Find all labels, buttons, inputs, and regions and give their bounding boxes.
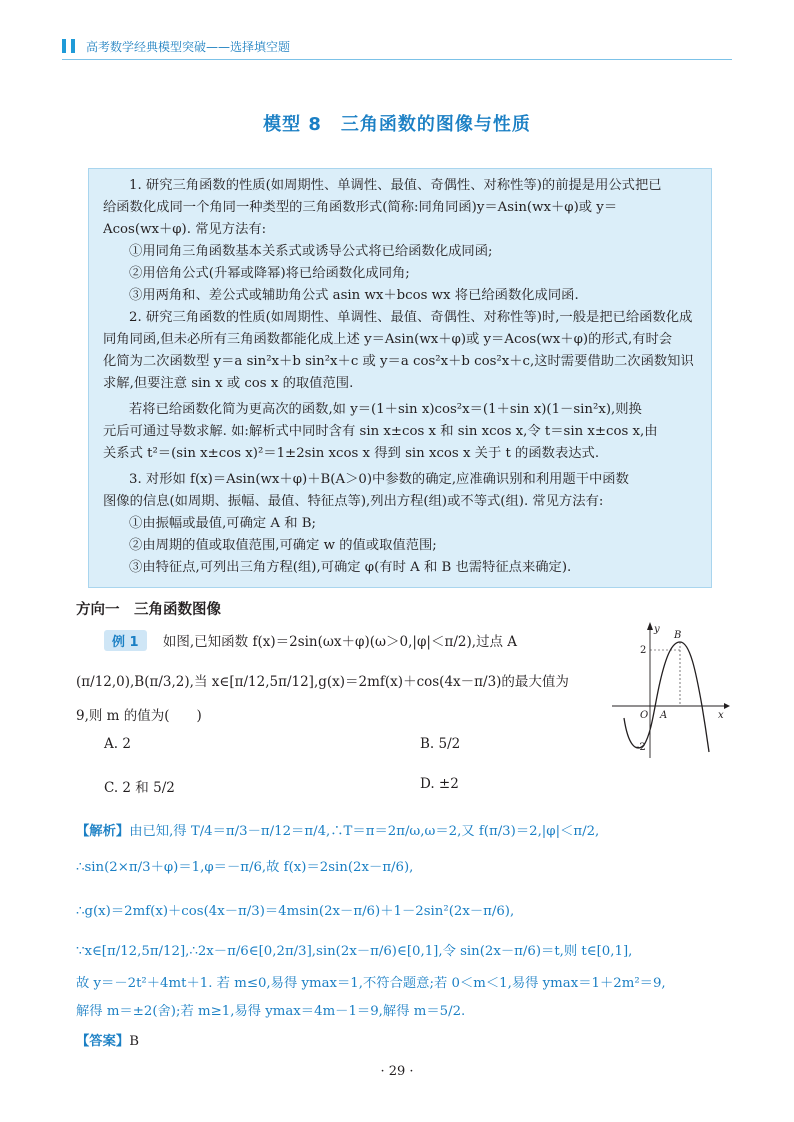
answer-value: B xyxy=(129,1034,139,1049)
solution-label: 【解析】 xyxy=(76,824,130,839)
summary-line: 关系式 t²＝(sin x±cos x)²＝1±2sin xcos x 得到 sin xcos x 关于 t 的函数表达式. xyxy=(103,446,600,461)
point-a-label: A xyxy=(660,710,668,721)
tick-label-top: 2 xyxy=(640,645,647,656)
summary-line: 2. 研究三角函数的性质(如周期性、单调性、最值、奇偶性、对称性等)时,一般是把已给函数化成 xyxy=(129,310,693,325)
summary-line: 同角同函,但未必所有三角函数都能化成上述 y＝Asin(wx＋φ)或 y＝Acos(wx＋φ)的形式,有时会 xyxy=(103,332,673,347)
summary-line: ②由周期的值或取值范围,可确定 w 的值或取值范围; xyxy=(129,538,437,553)
section-title: 方向一 三角函数图像 xyxy=(76,602,221,618)
summary-line: ③由特征点,可列出三角方程(组),可确定 φ(有时 A 和 B 也需特征点来确定). xyxy=(129,560,572,575)
x-axis-label: x xyxy=(718,710,724,721)
solution-line-6: 解得 m＝±2(舍);若 m≥1,易得 ymax＝4m－1＝9,解得 m＝5/2. xyxy=(76,1004,466,1019)
summary-line: 图像的信息(如周期、振幅、最值、特征点等),列出方程(组)或不等式(组). 常见方法有: xyxy=(103,494,604,509)
solution-line-5: 故 y＝－2t²＋4mt＋1. 若 m≤0,易得 ymax＝1,不符合题意;若 0＜m＜1,易得 ymax＝1＋2m²＝9, xyxy=(76,976,666,991)
point-b-label: B xyxy=(674,630,682,641)
example-line-3: 9,则 m 的值为( ) xyxy=(76,708,202,724)
summary-line: ①由振幅或最值,可确定 A 和 B; xyxy=(129,516,317,531)
summary-line: 1. 研究三角函数的性质(如周期性、单调性、最值、奇偶性、对称性等)的前提是用公式把已 xyxy=(129,178,662,193)
function-graph xyxy=(612,620,732,760)
option-d[interactable]: D. ±2 xyxy=(420,776,459,792)
option-b[interactable]: B. 5/2 xyxy=(420,736,461,752)
tick-label-bottom: -2 xyxy=(636,742,646,753)
header-bar-icon xyxy=(71,39,75,53)
sine-curve xyxy=(624,642,709,752)
header-title: 高考数学经典模型突破——选择填空题 xyxy=(86,39,291,54)
example-badge: 例 1 xyxy=(104,630,147,651)
summary-line: 化简为二次函数型 y＝a sin²x＋b sin²x＋c 或 y＝a cos²x＋b cos²x＋c,这时需要借助二次函数知识 xyxy=(103,354,694,369)
example-line-1 xyxy=(104,630,517,651)
summary-line: 若将已给函数化简为更高次的函数,如 y＝(1＋sin x)cos²x＝(1＋sin x)(1－sin²x),则换 xyxy=(129,402,642,417)
y-axis-arrow-icon xyxy=(647,622,653,630)
header-divider xyxy=(62,59,732,60)
x-axis-arrow-icon xyxy=(724,703,730,709)
summary-line: 给函数化成同一个角同一种类型的三角函数形式(简称:同角同函)y＝Asin(wx＋φ)或 y＝ xyxy=(103,200,618,215)
option-c[interactable]: C. 2 和 5/2 xyxy=(104,780,175,796)
summary-box xyxy=(88,168,712,588)
page-title: 模型 8 三角函数的图像与性质 xyxy=(263,114,531,135)
solution-line-1 xyxy=(76,820,599,839)
summary-line: ①用同角三角函数基本关系式或诱导公式将已给函数化成同函; xyxy=(129,244,493,259)
origin-label: O xyxy=(640,710,649,721)
solution-line-2: ∴sin(2×π/3＋φ)＝1,φ＝－π/6,故 f(x)＝2sin(2x－π/6), xyxy=(76,860,414,875)
header-bar-icon xyxy=(62,39,66,53)
y-axis-label: y xyxy=(654,624,660,635)
summary-line: 元后可通过导数求解. 如:解析式中同时含有 sin x±cos x 和 sin xcos x,令 t＝sin x±cos x,由 xyxy=(103,424,658,439)
example-line-2: (π/12,0),B(π/3,2),当 x∈[π/12,5π/12],g(x)＝2mf(x)＋cos(4x－π/3)的最大值为 xyxy=(76,674,569,690)
answer-line xyxy=(76,1030,139,1049)
solution-line-3: ∴g(x)＝2mf(x)＋cos(4x－π/3)＝4msin(2x－π/6)＋1－2sin²(2x－π/6), xyxy=(76,904,515,919)
summary-line: 3. 对形如 f(x)＝Asin(wx＋φ)＋B(A＞0)中参数的确定,应准确识别和利用题干中函数 xyxy=(129,472,629,487)
summary-line: 求解,但要注意 sin x 或 cos x 的取值范围. xyxy=(103,376,354,391)
page-number: · 29 · xyxy=(380,1064,414,1079)
summary-line: Acos(wx＋φ). 常见方法有: xyxy=(103,222,267,237)
option-a[interactable]: A. 2 xyxy=(104,736,131,752)
summary-line: ②用倍角公式(升幂或降幂)将已给函数化成同角; xyxy=(129,266,410,281)
solution-text: 由已知,得 T/4＝π/3－π/12＝π/4,∴T＝π＝2π/ω,ω＝2,又 f(π/3)＝2,|φ|＜π/2, xyxy=(129,824,600,839)
answer-label: 【答案】 xyxy=(76,1034,130,1049)
example-text: 如图,已知函数 f(x)＝2sin(ωx＋φ)(ω＞0,|φ|＜π/2),过点 A xyxy=(162,634,518,650)
running-header xyxy=(62,38,290,54)
solution-line-4: ∵x∈[π/12,5π/12],∴2x－π/6∈[0,2π/3],sin(2x－π/6)∈[0,1],令 sin(2x－π/6)＝t,则 t∈[0,1], xyxy=(76,944,633,959)
summary-line: ③用两角和、差公式或辅助角公式 asin wx＋bcos wx 将已给函数化成同函. xyxy=(129,288,579,303)
